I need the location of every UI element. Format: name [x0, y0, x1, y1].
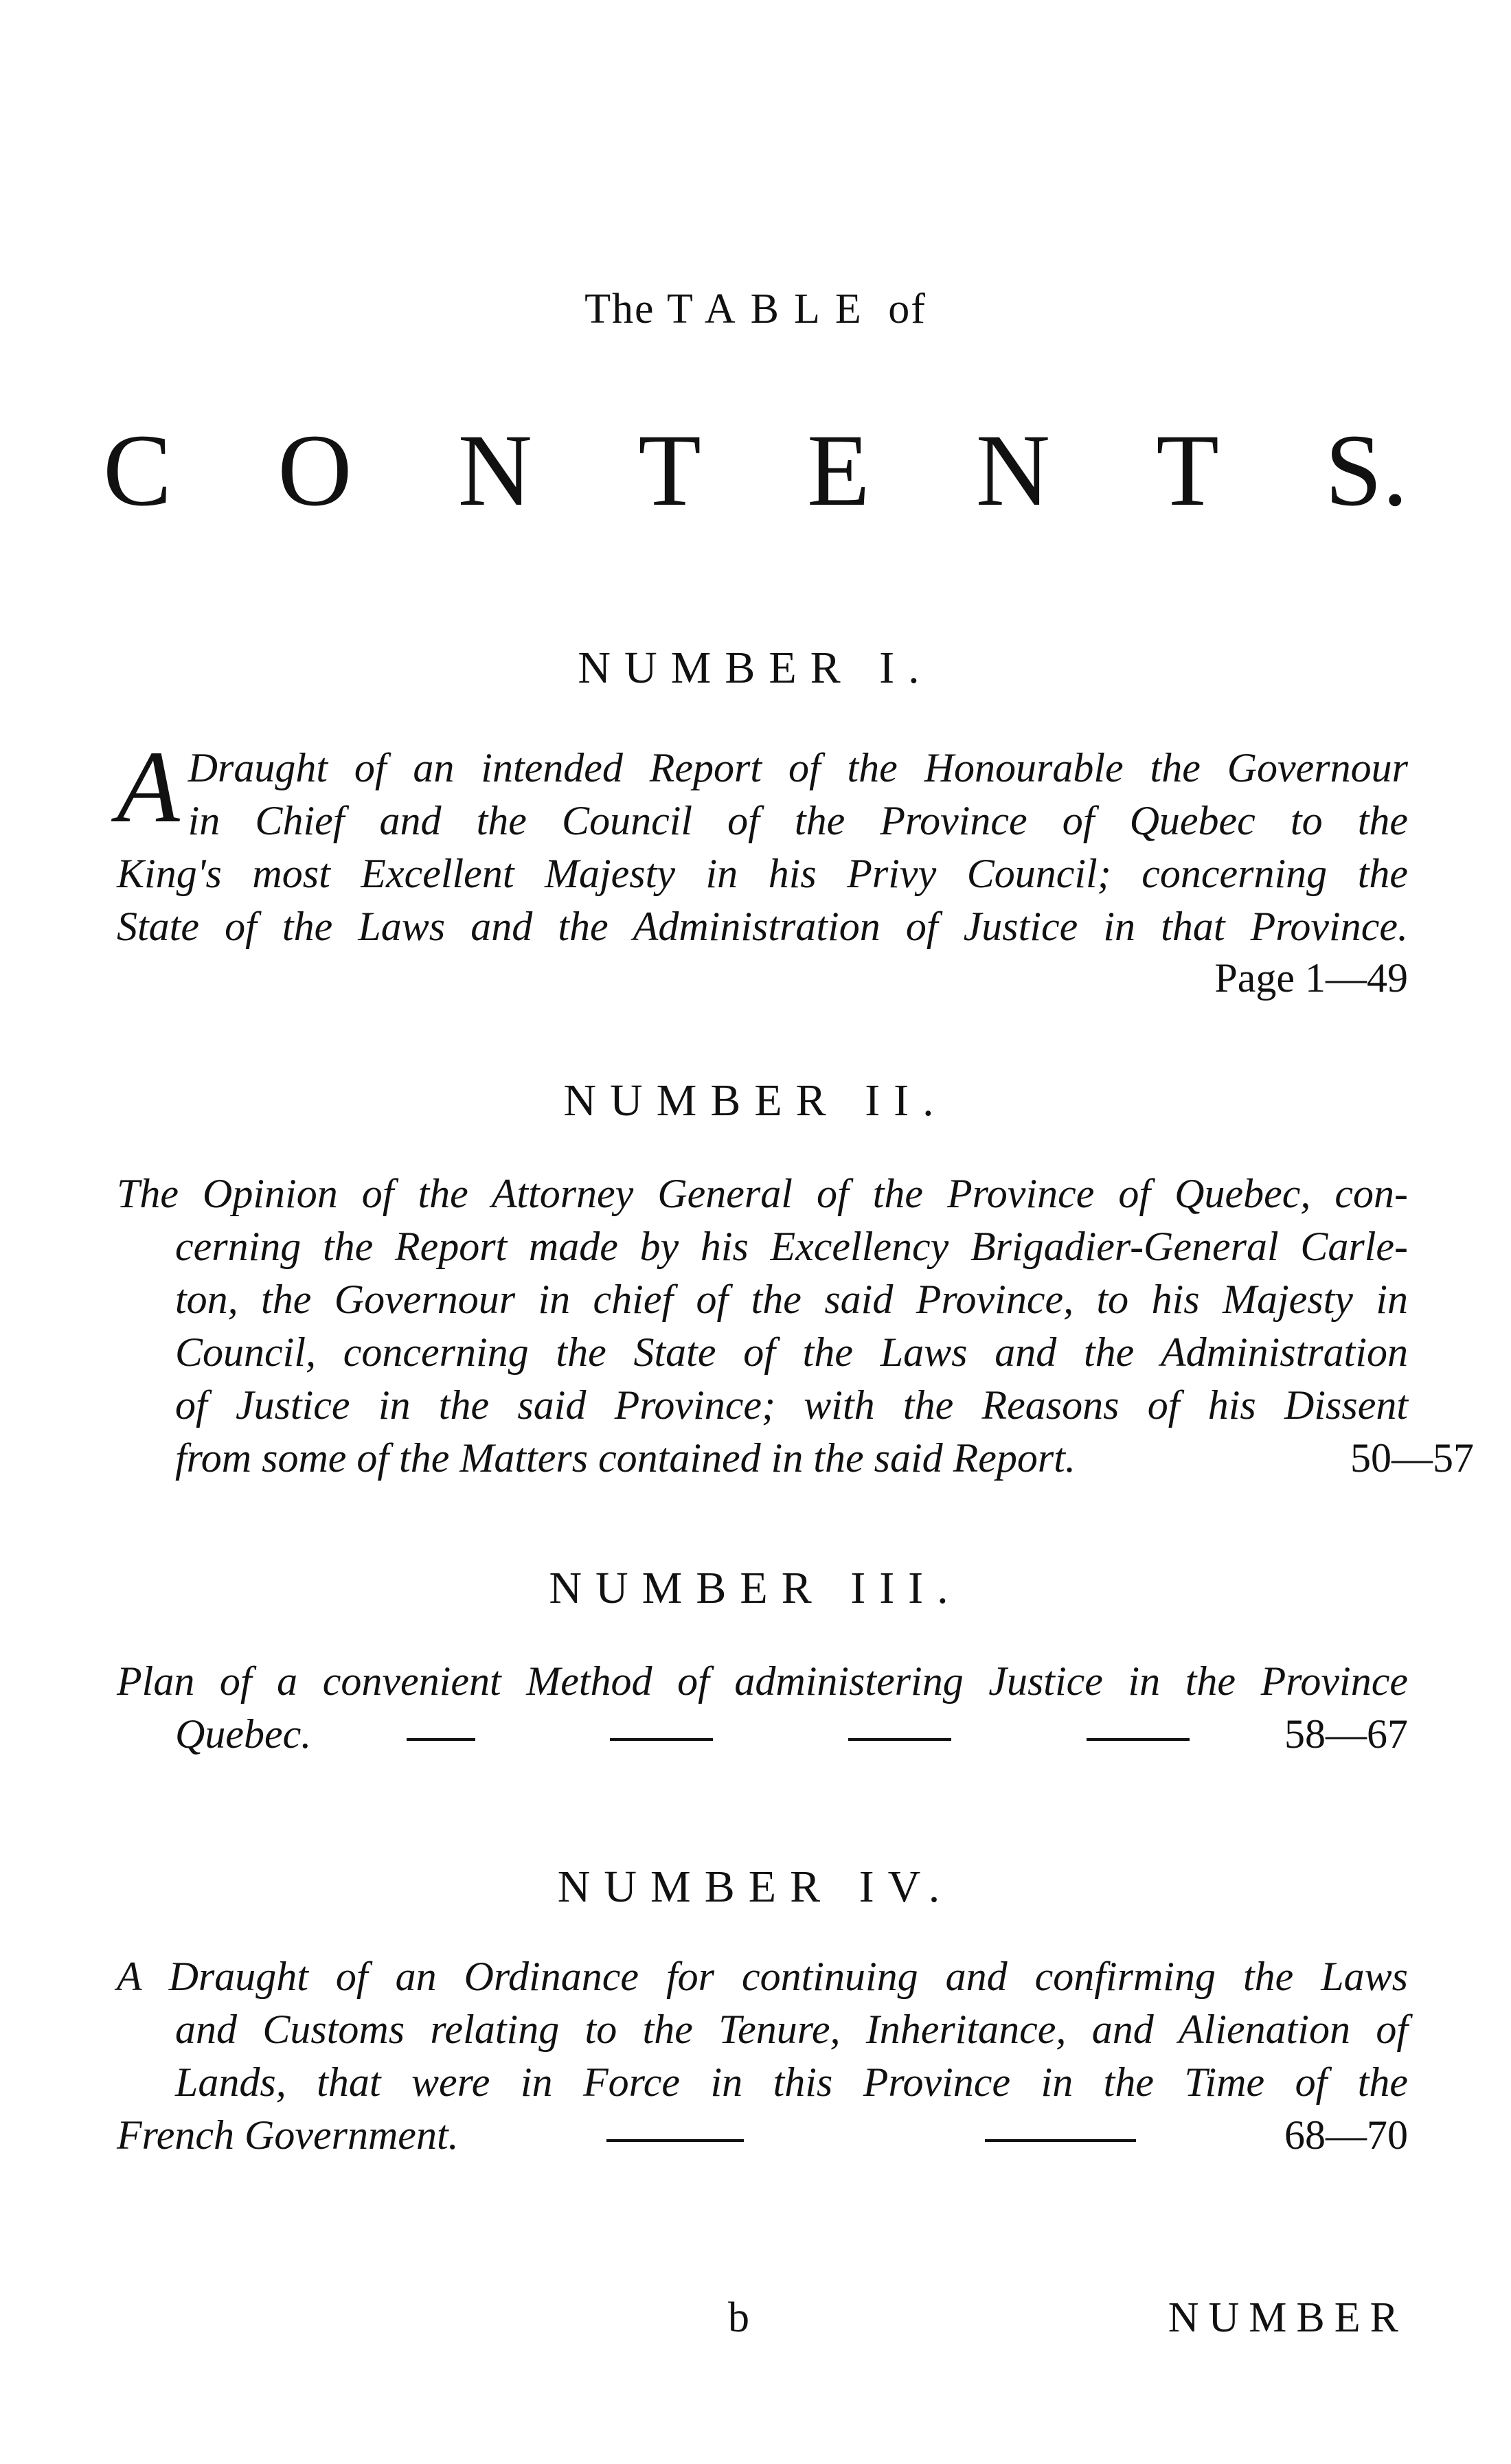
title-letter: S. [1325, 413, 1408, 527]
table-of-heading [0, 285, 1511, 334]
leader-dash [610, 1738, 713, 1741]
header-suffix: of [888, 286, 927, 332]
page-range: 58—67 [1284, 1711, 1408, 1757]
leader-dash [407, 1738, 475, 1741]
section-entry-4 [117, 1950, 1408, 2162]
page-range: 68—70 [1284, 2112, 1408, 2158]
entry-line: Quebec. [175, 1711, 312, 1757]
entry-line: Lands, that were in Force in this Province in the Time of the [175, 2060, 1408, 2105]
entry-line: State of the Laws and the Administration of Justice in that Province. [117, 904, 1408, 949]
leader-dash [985, 2139, 1136, 2142]
section-entry-3 [117, 1655, 1408, 1761]
header-word: TABLE [666, 286, 876, 332]
section-heading-2: NUMBER II. [563, 1075, 948, 1126]
title-letter: O [277, 413, 352, 527]
entry-last-line [117, 1708, 1408, 1761]
entry-last-line [117, 2109, 1408, 2162]
entry-line: The Opinion of the Attorney General of the Province of Quebec, con- [117, 1171, 1408, 1216]
entry-line: ton, the Governour in chief of the said Province, to his Majesty in [175, 1277, 1408, 1322]
catchword: NUMBER [1168, 2294, 1408, 2341]
leader-dashes [311, 1745, 1284, 1748]
title-letter: N [457, 413, 533, 527]
entry-line: French Government. [117, 2112, 459, 2158]
entry-line: cerning the Report made by his Excellency Brigadier-General Carle- [175, 1224, 1408, 1269]
entry-line: Draught of an intended Report of the Honourable the Governour [188, 745, 1408, 790]
entry-last-line [117, 1432, 1474, 1485]
entry-line: A Draught of an Ordinance for continuing and confirming the Laws [117, 1954, 1408, 1999]
signature-mark: b [728, 2294, 749, 2341]
section-entry-2 [117, 1167, 1474, 1485]
section-heading-4: NUMBER IV. [557, 1862, 954, 1912]
entry-line: King's most Excellent Majesty in his Privy Council; concerning the [117, 851, 1408, 896]
header-prefix: The [584, 286, 655, 332]
contents-title [103, 413, 1408, 527]
drop-cap: A [117, 730, 180, 844]
entry-line: of Justice in the said Province; with the Reasons of his Dissent [175, 1382, 1408, 1428]
page-range: Page 1—49 [1214, 955, 1408, 1001]
title-letter: N [975, 413, 1051, 527]
leader-dash [848, 1738, 951, 1741]
title-letter: T [638, 413, 701, 527]
leader-dash [1087, 1738, 1190, 1741]
page-range: 50—57 [1350, 1435, 1474, 1481]
leader-dashes [1076, 1469, 1350, 1472]
entry-line: Plan of a convenient Method of administering Justice in the Province [117, 1658, 1408, 1704]
entry-line: Council, concerning the State of the Laws and the Administration [175, 1330, 1408, 1375]
entry-line: and Customs relating to the Tenure, Inheritance, and Alienation of [175, 2007, 1408, 2052]
leader-dash [606, 2139, 744, 2142]
section-entry-1 [117, 730, 1408, 953]
title-letter: E [806, 413, 870, 527]
title-letter: T [1156, 413, 1219, 527]
entry-line: in Chief and the Council of the Province of Quebec to the [188, 798, 1408, 843]
section-heading-3: NUMBER III. [549, 1563, 962, 1613]
entry-line: from some of the Matters contained in the said Report. [175, 1435, 1076, 1481]
title-letter: C [103, 413, 172, 527]
leader-dashes [459, 2146, 1284, 2149]
section-heading-1: NUMBER I. [578, 643, 933, 693]
